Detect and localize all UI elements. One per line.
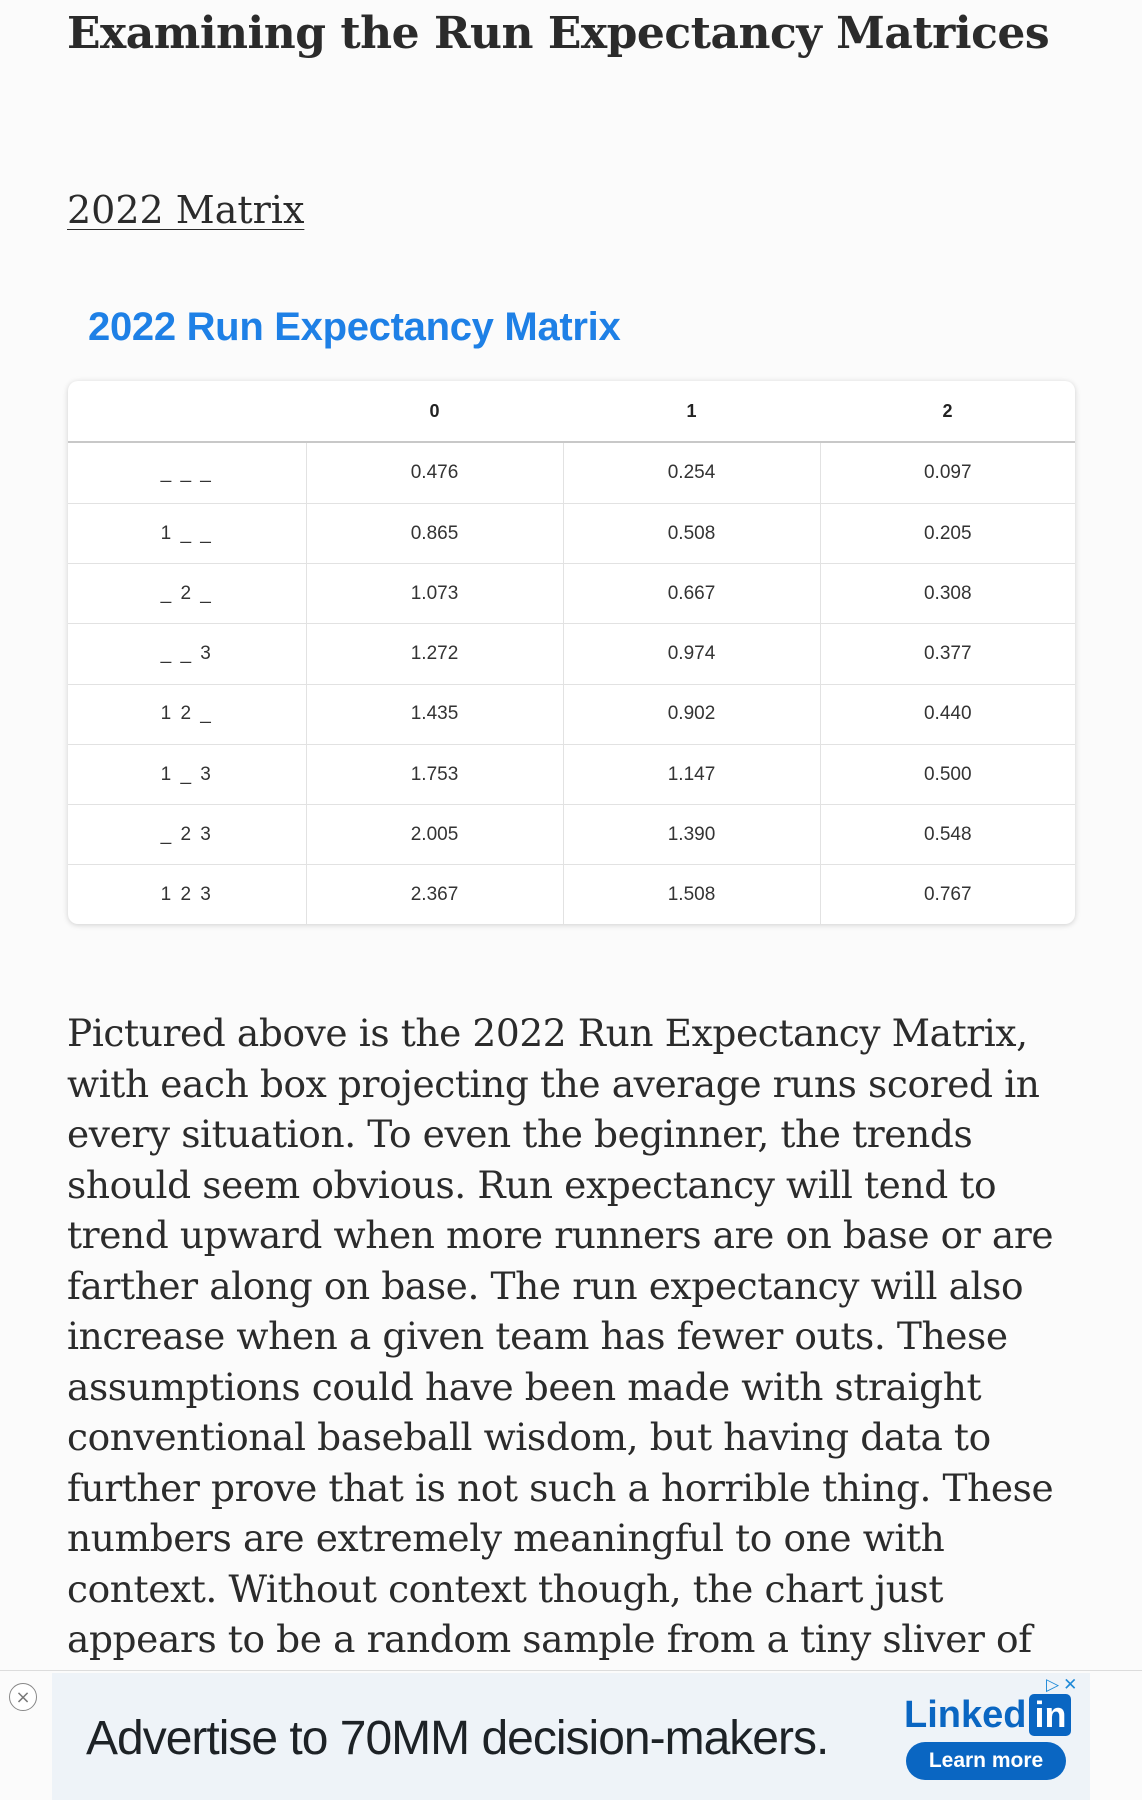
base-state-cell: 1 2 _ xyxy=(68,684,306,744)
value-cell: 0.974 xyxy=(563,624,820,684)
value-cell: 0.254 xyxy=(563,442,820,503)
value-cell: 0.902 xyxy=(563,684,820,744)
table-row xyxy=(68,865,1075,924)
value-cell: 0.440 xyxy=(820,684,1075,744)
ad-divider xyxy=(0,1670,1142,1671)
value-cell: 0.508 xyxy=(563,503,820,563)
base-state-cell: _ 2 3 xyxy=(68,805,306,865)
header-outs-0: 0 xyxy=(306,381,563,442)
value-cell: 1.390 xyxy=(563,805,820,865)
section-heading-2022-matrix[interactable]: 2022 Matrix xyxy=(67,188,305,232)
value-cell: 0.205 xyxy=(820,503,1075,563)
table-row xyxy=(68,805,1075,865)
ad-banner[interactable] xyxy=(52,1673,1090,1800)
base-state-cell: 1 _ _ xyxy=(68,503,306,563)
header-outs-1: 1 xyxy=(563,381,820,442)
linkedin-logo-text: Linked xyxy=(904,1693,1027,1736)
table-row xyxy=(68,744,1075,804)
value-cell: 0.476 xyxy=(306,442,563,503)
page-title: Examining the Run Expectancy Matrices xyxy=(67,8,1050,59)
table-title: 2022 Run Expectancy Matrix xyxy=(88,305,621,349)
value-cell: 1.272 xyxy=(306,624,563,684)
header-outs-2: 2 xyxy=(820,381,1075,442)
value-cell: 0.377 xyxy=(820,624,1075,684)
value-cell: 1.753 xyxy=(306,744,563,804)
ad-headline[interactable]: Advertise to 70MM decision-makers. xyxy=(86,1712,829,1765)
value-cell: 1.073 xyxy=(306,564,563,624)
value-cell: 1.508 xyxy=(563,865,820,924)
base-state-cell: _ _ _ xyxy=(160,461,213,483)
header-base-state xyxy=(68,381,306,442)
ad-choices-play-icon[interactable]: ▷ xyxy=(1046,1675,1060,1695)
base-state-cell: _ _ 3 xyxy=(68,624,306,684)
value-cell: 0.865 xyxy=(306,503,563,563)
ad-choices[interactable] xyxy=(1046,1675,1077,1695)
value-cell: 0.548 xyxy=(820,805,1075,865)
table-row xyxy=(68,684,1075,744)
article-body-paragraph: Pictured above is the 2022 Run Expectancy Matrix, with each box projecting the average runs scored in every situation. To even the beginner, the trends should seem obvious. Run expectancy will tend to trend upward when more runners are on base or are farther along on base. The run expectancy will also increase when a given team has fewer outs. These assumptions could have been made with straight conventional baseball wisdom, but having data to further prove that is not such a horrible thing. These numbers are extremely meaningful to one with context. Without context though, the chart just appears to be a random sample from a tiny sliver of xyxy=(67,1011,1054,1661)
run-expectancy-table xyxy=(68,381,1075,924)
base-state-cell: 1 2 3 xyxy=(68,865,306,924)
ad-choices-close-icon[interactable]: ✕ xyxy=(1063,1675,1078,1695)
ad-close-icon[interactable]: × xyxy=(9,1683,37,1711)
value-cell: 1.435 xyxy=(306,684,563,744)
value-cell: 0.667 xyxy=(563,564,820,624)
base-state-cell: _ 2 _ xyxy=(68,564,306,624)
value-cell: 2.005 xyxy=(306,805,563,865)
table-header-row xyxy=(68,381,1075,442)
value-cell: 0.308 xyxy=(820,564,1075,624)
learn-more-button[interactable]: Learn more xyxy=(906,1742,1066,1780)
linkedin-logo[interactable] xyxy=(904,1693,1071,1737)
table-row xyxy=(68,564,1075,624)
value-cell: 2.367 xyxy=(306,865,563,924)
value-cell: 0.097 xyxy=(820,442,1075,503)
table-row xyxy=(68,624,1075,684)
value-cell: 0.767 xyxy=(820,865,1075,924)
value-cell: 0.500 xyxy=(820,744,1075,804)
table-row xyxy=(68,442,1075,503)
value-cell: 1.147 xyxy=(563,744,820,804)
linkedin-in-icon: in xyxy=(1029,1694,1071,1736)
base-state-cell: 1 _ 3 xyxy=(68,744,306,804)
table-row xyxy=(68,503,1075,563)
